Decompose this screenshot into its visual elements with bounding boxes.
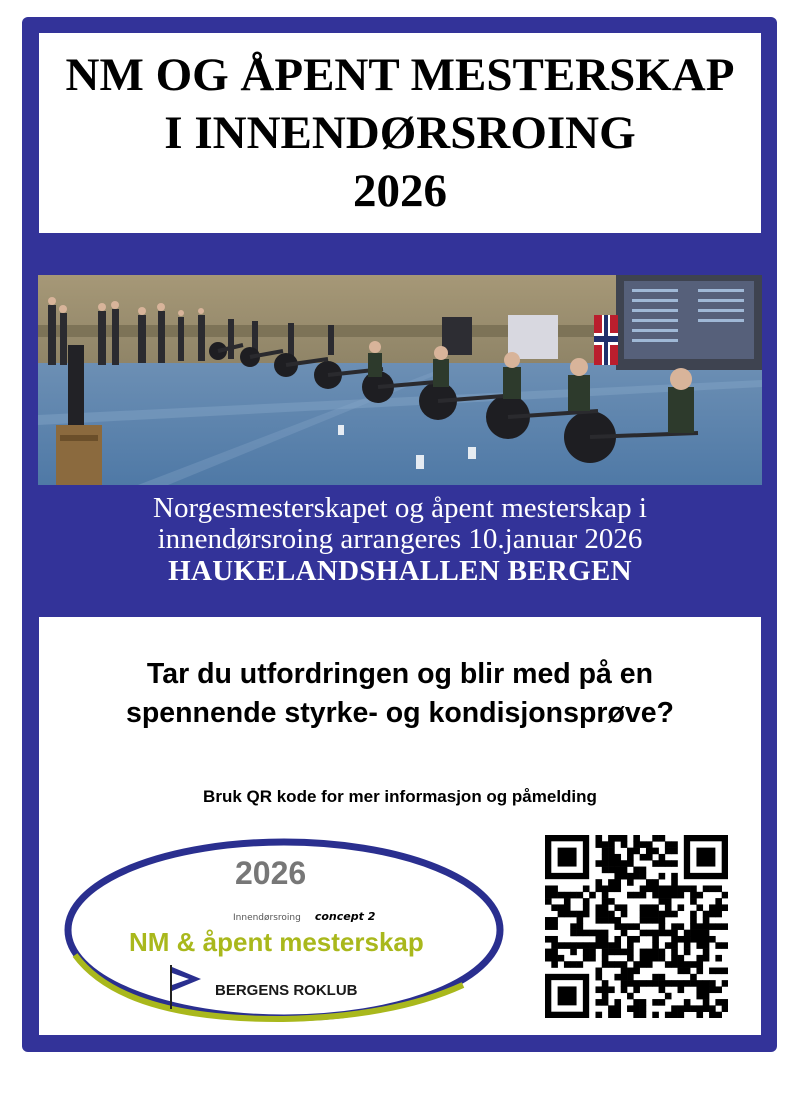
logo-brand-name: concept 2 <box>314 910 376 923</box>
title-year: 2026 <box>353 165 447 217</box>
club-flag-icon <box>167 963 203 1011</box>
logo-brand-prefix: Innendørsroing <box>233 913 301 923</box>
logo-main-text: NM & åpent mesterskap <box>129 927 424 957</box>
challenge-line-2: spennende styrke- og kondisjonsprøve? <box>126 697 674 729</box>
logo-brand <box>233 910 375 923</box>
event-announcement <box>38 493 762 588</box>
logo-year: 2026 <box>235 855 307 891</box>
event-logo <box>63 835 505 1025</box>
title-line-2: I INNENDØRSROING <box>164 107 636 159</box>
challenge-text <box>39 655 761 733</box>
venue-name: HAUKELANDSHALLEN BERGEN <box>168 555 632 587</box>
event-photo <box>38 275 762 485</box>
qr-code[interactable] <box>545 835 728 1018</box>
logo-club-name: BERGENS ROKLUB <box>215 982 358 999</box>
event-line-2: innendørsroing arrangeres 10.januar 2026 <box>157 523 643 555</box>
title-box <box>39 33 761 233</box>
challenge-line-1: Tar du utfordringen og blir med på en <box>146 658 654 690</box>
info-box <box>39 617 761 1035</box>
poster-frame <box>22 17 777 1052</box>
qr-instruction: Bruk QR kode for mer informasjon og påmelding <box>203 787 597 806</box>
event-line-1: Norgesmesterskapet og åpent mesterskap i <box>153 492 647 524</box>
title-line-1: NM OG ÅPENT MESTERSKAP <box>65 49 735 101</box>
